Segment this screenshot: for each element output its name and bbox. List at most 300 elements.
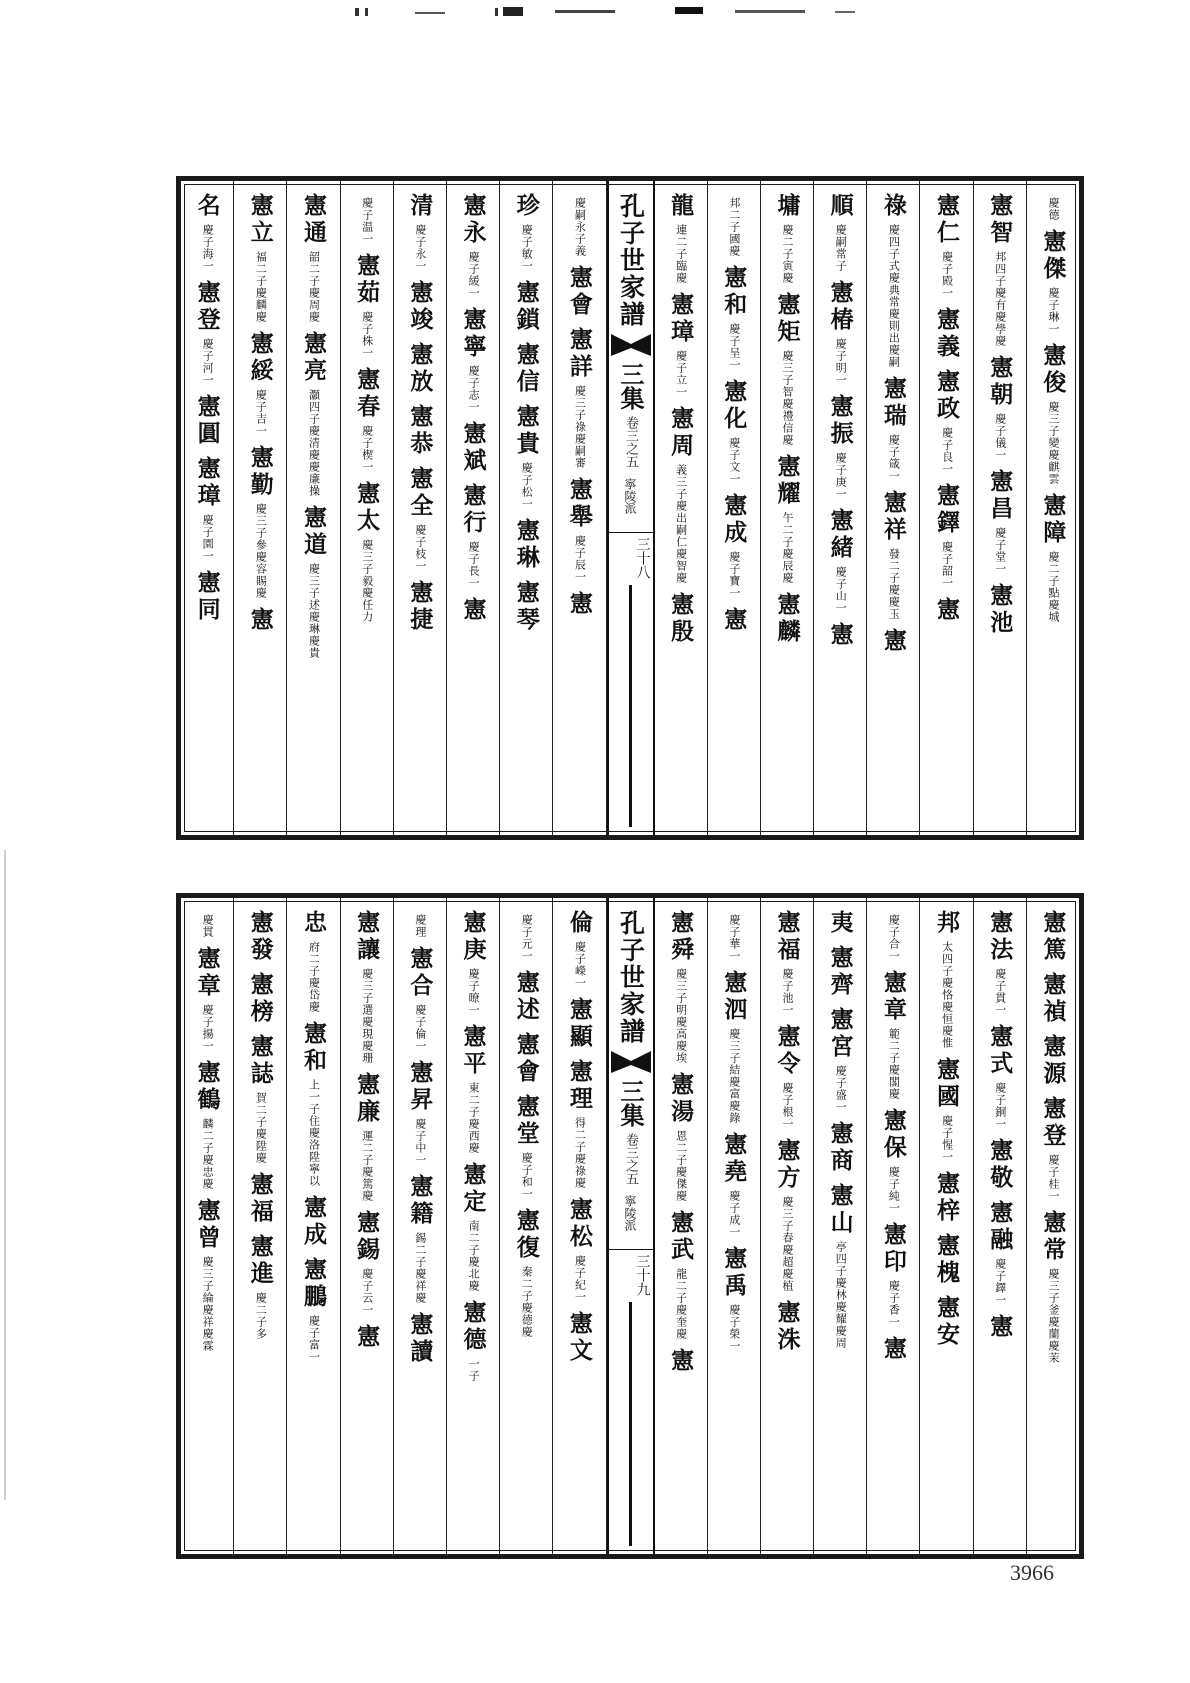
person-entry	[406, 404, 434, 458]
person-name: 倫	[565, 910, 593, 937]
scan-artifact-top	[355, 4, 915, 18]
person-name: 憲	[459, 597, 487, 624]
person-entry	[667, 592, 695, 646]
person-name: 憲槐	[933, 1233, 961, 1287]
person-name: 憲矩	[773, 292, 801, 346]
entry-column	[708, 181, 761, 835]
person-name: 憲錫	[353, 1210, 381, 1264]
person-name: 憲文	[565, 1311, 593, 1365]
person-entry	[299, 910, 327, 1013]
person-name: 憲寧	[459, 307, 487, 361]
descendant-note: 慶三子述慶琳慶貴	[307, 563, 321, 659]
section-label: 三集	[616, 362, 645, 410]
entry-column	[655, 898, 708, 1554]
person-name: 憲殷	[667, 592, 695, 646]
person-entry	[520, 910, 532, 962]
entry-column	[655, 181, 708, 835]
person-name: 憲	[986, 1314, 1014, 1341]
descendant-note: 慶三子綸慶祥慶霖	[201, 1256, 215, 1352]
person-entry	[933, 597, 961, 624]
person-entry	[773, 1024, 801, 1130]
descendant-note: 慶子韶一	[940, 541, 954, 589]
fish-tail-mark-icon	[611, 334, 651, 356]
entry-column	[761, 181, 814, 835]
descendant-note: 慶三子選慶現慶珊	[360, 968, 374, 1064]
descendant-note: 府二子慶岱慶	[307, 941, 321, 1013]
person-entry	[1047, 193, 1059, 221]
person-name: 憲昌	[986, 469, 1014, 523]
person-entry	[986, 193, 1014, 347]
entry-column	[394, 898, 447, 1554]
person-name: 憲山	[826, 1183, 854, 1237]
person-entry	[512, 1032, 540, 1086]
descendant-note: 午二子慶辰慶	[781, 512, 795, 584]
descendant-note: 錫二子慶祥慶	[413, 1232, 427, 1304]
person-name: 憲章	[193, 946, 221, 1000]
descendant-note: 慶子敏一	[520, 224, 534, 272]
descendant-note: 慶子永一	[413, 224, 427, 272]
person-name: 憲印	[879, 1222, 907, 1276]
person-name: 憲勤	[246, 445, 274, 499]
person-entry	[193, 193, 221, 272]
descendant-note: 慶子惺一	[940, 1115, 954, 1163]
person-name: 順	[826, 193, 854, 220]
descendant-note: 慶子元一	[520, 914, 534, 962]
person-entry	[720, 970, 748, 1124]
person-name: 憲	[933, 597, 961, 624]
person-entry	[565, 477, 593, 583]
person-name: 憲仁	[933, 193, 961, 247]
person-name: 憲貴	[512, 404, 540, 458]
person-name: 憲	[879, 628, 907, 655]
descendant-note: 慶四子式慶典常慶則出慶嗣	[887, 224, 901, 368]
descendant-note: 龍二子慶奎慶	[674, 1268, 688, 1340]
person-name: 憲廉	[353, 1072, 381, 1126]
descendant-note: 慶子盛一	[834, 1065, 848, 1113]
person-entry	[406, 193, 434, 272]
person-name: 憲方	[773, 1138, 801, 1192]
person-name: 憲福	[246, 1172, 274, 1226]
person-name: 憲堂	[512, 1094, 540, 1148]
descendant-note: 慶三子春慶超慶植	[781, 1196, 795, 1292]
entry-column	[394, 181, 447, 835]
entry-column	[234, 181, 287, 835]
person-name: 憲會	[512, 1032, 540, 1086]
entry-column	[553, 181, 606, 835]
entry-column	[708, 898, 761, 1554]
person-entry	[728, 193, 740, 257]
entry-column	[1027, 898, 1079, 1554]
person-name: 憲亮	[299, 331, 327, 385]
descendant-note: 慶子呈一	[727, 323, 741, 371]
person-entry	[667, 1348, 695, 1375]
person-entry	[193, 456, 221, 562]
descendant-note: 慶子鐸一	[993, 1258, 1007, 1306]
person-name: 憲福	[773, 910, 801, 964]
descendant-note: 得二子慶祿慶	[573, 1117, 587, 1189]
person-name: 憲	[667, 1348, 695, 1375]
person-name: 憲登	[1039, 1096, 1067, 1150]
person-entry	[773, 292, 801, 446]
person-entry	[246, 972, 274, 1026]
person-name: 憲振	[826, 394, 854, 448]
person-name: 憲行	[459, 483, 487, 537]
person-entry	[986, 583, 1014, 637]
person-name: 憲合	[406, 946, 434, 1000]
person-name: 憲禎	[1039, 972, 1067, 1026]
person-entry	[565, 1311, 593, 1365]
person-entry	[728, 910, 740, 962]
person-name: 夷	[826, 910, 854, 937]
person-name: 邦	[933, 910, 961, 937]
person-name: 憲述	[512, 970, 540, 1024]
descendant-note: 慶德	[1046, 197, 1060, 221]
descendant-note: 慶子香一	[887, 1280, 901, 1328]
person-name: 憲	[720, 607, 748, 634]
person-entry	[299, 1257, 327, 1363]
person-name: 憲讀	[406, 1312, 434, 1366]
person-name: 憲朝	[986, 355, 1014, 409]
person-name: 憲	[879, 1336, 907, 1363]
descendant-note: 慶子松一	[520, 462, 534, 510]
descendant-note: 範二子慶閣慶	[887, 1028, 901, 1100]
book-spine-header	[607, 181, 655, 835]
descendant-note: 慶子緩一	[467, 251, 481, 299]
person-entry	[246, 445, 274, 599]
person-name: 憲和	[299, 1021, 327, 1075]
descendant-note: 慶子志一	[467, 365, 481, 413]
descendant-note: 灝四子慶清慶慶廉操	[307, 389, 321, 497]
person-entry	[1039, 493, 1067, 623]
person-entry	[459, 421, 487, 475]
person-entry	[879, 1108, 907, 1214]
descendant-note: 慶子貫一	[993, 968, 1007, 1016]
person-entry	[720, 265, 748, 371]
descendant-note: 亭四子慶林慶耀慶周	[834, 1241, 848, 1349]
person-entry	[1039, 972, 1067, 1026]
person-entry	[933, 1171, 961, 1225]
descendant-note: 慶子箴一	[887, 434, 901, 482]
entry-column	[920, 898, 973, 1554]
person-entry	[573, 193, 585, 257]
descendant-note: 慶子暸一	[467, 968, 481, 1016]
person-name: 憲同	[193, 570, 221, 624]
person-name: 憲俊	[1039, 343, 1067, 397]
person-name: 憲化	[720, 379, 748, 433]
person-entry	[406, 280, 434, 334]
descendant-note: 慶嗣永子義	[573, 197, 587, 257]
person-entry	[246, 910, 274, 964]
person-entry	[406, 946, 434, 1052]
descendant-note: 慶二子點慶城	[1046, 551, 1060, 623]
person-entry	[1039, 910, 1067, 964]
person-entry	[193, 570, 221, 624]
person-entry	[246, 331, 274, 437]
descendant-note: 慶三子智慶禮信慶	[781, 350, 795, 446]
person-name: 憲璋	[193, 456, 221, 510]
descendant-note: 慶二子寅慶	[781, 224, 795, 284]
entry-column	[500, 898, 553, 1554]
descendant-note: 慶子倫一	[413, 1004, 427, 1052]
person-name: 憲敬	[986, 1138, 1014, 1192]
person-entry	[667, 193, 695, 284]
person-entry	[986, 1200, 1014, 1306]
person-name: 憲顯	[565, 997, 593, 1051]
person-name: 憲琳	[512, 518, 540, 572]
descendant-note: 慶子良一	[940, 427, 954, 475]
person-name: 憲傑	[1039, 229, 1067, 283]
person-entry	[773, 454, 801, 584]
person-name: 憲太	[353, 481, 381, 535]
person-name: 憲綏	[246, 331, 274, 385]
person-entry	[201, 910, 213, 938]
person-entry	[246, 607, 274, 634]
person-name: 憲障	[1039, 493, 1067, 547]
person-name: 憲捷	[406, 580, 434, 634]
descendant-note: 恩二子慶傑慶	[674, 1130, 688, 1202]
person-name: 憲立	[246, 193, 274, 247]
person-entry	[986, 469, 1014, 575]
person-name: 憲理	[565, 1059, 593, 1113]
descendant-note: 賀二子慶陞慶	[254, 1092, 268, 1164]
person-name: 憲緒	[826, 508, 854, 562]
person-name: 憲籍	[406, 1174, 434, 1228]
person-entry	[565, 591, 593, 618]
descendant-note: 慶嗣常子	[834, 224, 848, 272]
entry-column	[814, 181, 867, 835]
person-name: 憲成	[720, 493, 748, 547]
person-name: 憲德	[459, 1300, 487, 1354]
person-entry	[826, 910, 854, 937]
descendant-note: 慶子中一	[413, 1118, 427, 1166]
leaf-number: 三十八	[609, 532, 653, 579]
person-entry	[667, 1210, 695, 1340]
person-entry	[933, 307, 961, 361]
book-title: 孔子世家譜	[616, 910, 646, 1045]
person-name: 憲恭	[406, 404, 434, 458]
person-name: 憲政	[933, 369, 961, 423]
person-entry	[512, 193, 540, 272]
person-name: 憲平	[459, 1024, 487, 1078]
descendant-note: 運二子慶篤慶	[360, 1130, 374, 1202]
branch-label: 寧陵派	[623, 1195, 637, 1231]
person-name: 憲茹	[353, 253, 381, 307]
descendant-note: 慶子堂一	[993, 527, 1007, 575]
person-entry	[459, 910, 487, 1016]
descendant-note: 慶子温一	[360, 197, 374, 245]
person-name: 憲	[826, 622, 854, 649]
person-entry	[193, 280, 221, 386]
entry-column	[234, 898, 287, 1554]
entry-column	[814, 898, 867, 1554]
person-entry	[933, 483, 961, 589]
person-name: 憲永	[459, 193, 487, 247]
descendant-note: 東二子慶西慶	[467, 1082, 481, 1154]
entry-column	[974, 181, 1027, 835]
descendant-note: 慶子山一	[834, 566, 848, 614]
descendant-note: 慶子吉一	[254, 389, 268, 437]
person-entry	[512, 580, 540, 634]
person-name: 憲鐸	[933, 483, 961, 537]
descendant-note: 慶子殿一	[940, 251, 954, 299]
descendant-note: 慶二子多	[254, 1292, 268, 1340]
person-name: 憲舉	[565, 477, 593, 531]
person-entry	[1039, 229, 1067, 335]
entry-column	[287, 898, 340, 1554]
person-entry	[667, 292, 695, 398]
person-entry	[299, 193, 327, 323]
person-entry	[193, 946, 221, 1052]
person-name: 憲	[353, 1324, 381, 1351]
person-entry	[299, 331, 327, 497]
descendant-note: 發二子慶慶玉	[887, 548, 901, 620]
person-name: 名	[193, 193, 221, 220]
person-entry	[512, 518, 540, 572]
entry-column	[341, 181, 394, 835]
person-name: 龍	[667, 193, 695, 220]
descendant-note: 南二子慶北慶	[467, 1220, 481, 1292]
person-entry	[512, 404, 540, 510]
person-entry	[299, 505, 327, 659]
descendant-note: 慶子合一	[887, 914, 901, 962]
descendant-note: 慶子立一	[674, 350, 688, 398]
person-entry	[773, 592, 801, 646]
person-name: 憲誌	[246, 1034, 274, 1088]
person-entry	[986, 1138, 1014, 1192]
person-entry	[406, 1312, 434, 1366]
person-name: 憲登	[193, 280, 221, 334]
entry-column	[920, 181, 973, 835]
person-entry	[933, 193, 961, 299]
person-entry	[933, 1233, 961, 1287]
person-name: 憲信	[512, 342, 540, 396]
descendant-note: 慶三子參慶容賜慶	[254, 503, 268, 599]
spine-rule	[629, 1302, 632, 1546]
person-name: 憲和	[720, 265, 748, 319]
person-entry	[933, 1057, 961, 1163]
person-name: 憲湯	[667, 1072, 695, 1126]
entry-column	[974, 898, 1027, 1554]
person-name: 憲斌	[459, 421, 487, 475]
person-entry	[986, 910, 1014, 1016]
person-entry	[353, 1072, 381, 1202]
descendant-note: 慶子成一	[727, 1190, 741, 1238]
person-name: 憲榜	[246, 972, 274, 1026]
person-entry	[826, 280, 854, 386]
person-entry	[667, 910, 695, 1064]
person-entry	[773, 1138, 801, 1292]
entry-column	[287, 181, 340, 835]
descendant-note: 上一子住慶洛陞寧以	[307, 1079, 321, 1187]
person-entry	[879, 628, 907, 655]
entry-column	[447, 181, 500, 835]
person-name: 墉	[773, 193, 801, 220]
person-name: 憲定	[459, 1162, 487, 1216]
person-name: 憲道	[299, 505, 327, 559]
page-number: 3966	[1010, 1560, 1054, 1585]
person-entry	[826, 394, 854, 500]
descendant-note: 慶三子變慶麒雲	[1046, 401, 1060, 485]
person-entry	[565, 1059, 593, 1189]
section-label: 三集	[616, 1079, 645, 1127]
person-name: 憲堯	[720, 1132, 748, 1186]
person-entry	[773, 193, 801, 284]
genealogy-page-38	[176, 176, 1084, 840]
person-name: 憲琴	[512, 580, 540, 634]
fish-tail-mark-icon	[611, 1051, 651, 1073]
descendant-note: 慶子園一	[201, 514, 215, 562]
person-entry	[1039, 1096, 1067, 1202]
entry-column	[341, 898, 394, 1554]
person-entry	[826, 193, 854, 272]
person-entry	[565, 997, 593, 1051]
person-name: 憲祥	[879, 490, 907, 544]
person-name: 憲昇	[406, 1060, 434, 1114]
entry-column	[500, 181, 553, 835]
descendant-note: 慶子海一	[201, 224, 215, 272]
descendant-note: 連二子臨慶	[674, 224, 688, 284]
person-name: 憲讓	[353, 910, 381, 964]
person-name: 清	[406, 193, 434, 220]
descendant-note: 慶子嶸一	[573, 941, 587, 989]
person-name: 憲義	[933, 307, 961, 361]
person-entry	[879, 490, 907, 620]
person-entry	[986, 1314, 1014, 1341]
person-name: 憲融	[986, 1200, 1014, 1254]
person-name: 憲瑞	[879, 376, 907, 430]
person-entry	[459, 1162, 487, 1292]
person-entry	[933, 369, 961, 475]
person-entry	[353, 481, 381, 623]
person-name: 祿	[879, 193, 907, 220]
spine-rule	[629, 585, 632, 827]
person-name: 憲會	[565, 265, 593, 319]
descendant-note: 義三子慶出嗣仁慶智慶	[674, 464, 688, 584]
entry-column	[761, 898, 814, 1554]
person-name: 憲	[246, 607, 274, 634]
person-name: 憲麟	[773, 592, 801, 646]
descendant-note: 慶子琳一	[1046, 287, 1060, 335]
descendant-note: 慶子富一	[307, 1315, 321, 1363]
person-name: 憲發	[246, 910, 274, 964]
person-entry	[406, 580, 434, 634]
person-entry	[353, 367, 381, 473]
entry-column	[181, 181, 234, 835]
person-entry	[406, 342, 434, 396]
person-entry	[565, 265, 593, 319]
descendant-note: 慶子河一	[201, 338, 215, 386]
descendant-note: 慶理	[413, 914, 427, 938]
descendant-note: 慶子明一	[834, 338, 848, 386]
genealogy-page-39	[176, 893, 1084, 1559]
person-name: 憲洙	[773, 1300, 801, 1354]
person-entry	[406, 1060, 434, 1166]
person-name: 忠	[299, 910, 327, 937]
person-entry	[720, 379, 748, 485]
descendant-note: 慶子揚一	[201, 1004, 215, 1052]
descendant-note: 韶二子慶周慶	[307, 251, 321, 323]
person-name: 憲式	[986, 1024, 1014, 1078]
person-entry	[720, 493, 748, 599]
descendant-note: 慶子長一	[467, 541, 481, 589]
person-name: 憲源	[1039, 1034, 1067, 1088]
person-entry	[720, 607, 748, 634]
descendant-note: 邦四子慶有慶學慶	[993, 251, 1007, 347]
descendant-note: 慶子華一	[727, 914, 741, 962]
person-entry	[667, 406, 695, 584]
descendant-note: 邦二子國慶	[727, 197, 741, 257]
person-name: 憲詳	[565, 327, 593, 381]
